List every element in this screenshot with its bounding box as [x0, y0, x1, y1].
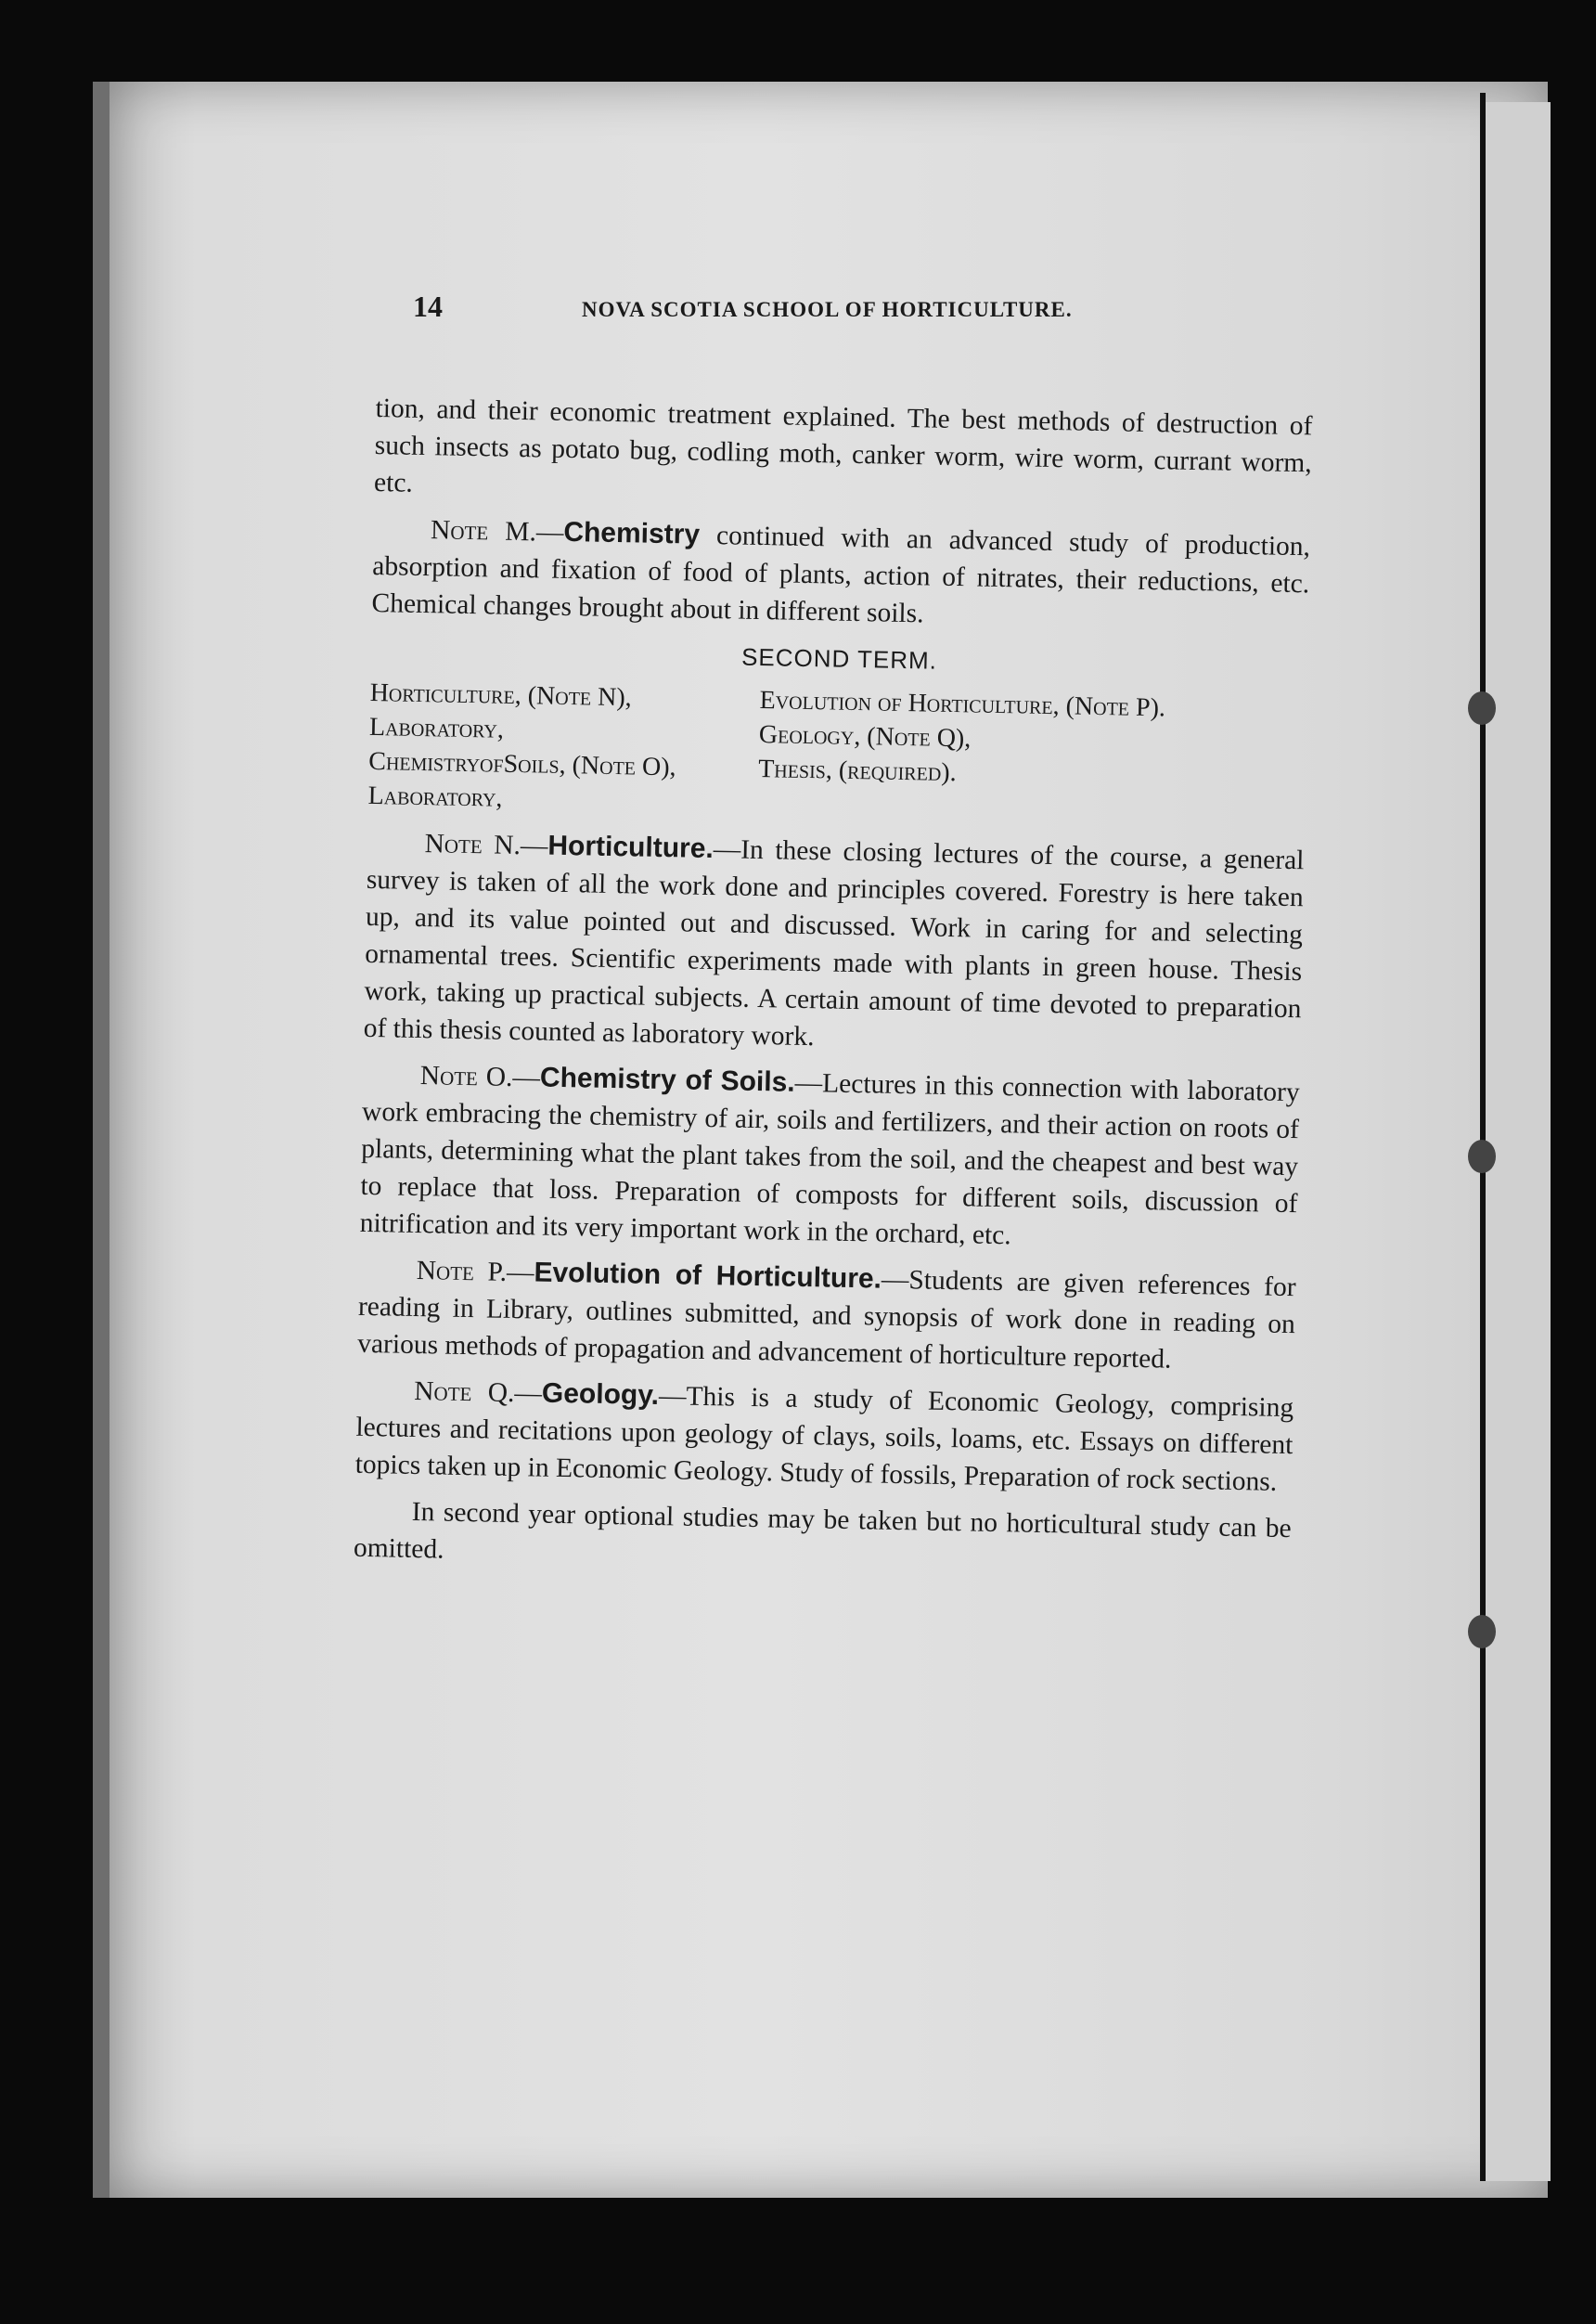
closing-paragraph: In second year optional studies may be taken but no horticultural study can be omitted.	[353, 1496, 1292, 1565]
course-left: Laboratory,	[367, 781, 503, 813]
note-m-text: continued with an advanced study of production, absorption and fixation of food of plants, action of nitrates, their reductions, etc. Chemical changes brought about in different soils.	[371, 520, 1311, 629]
note-n-paragraph	[363, 824, 1304, 1065]
running-head: NOVA SCOTIA SCHOOL OF HORTICULTURE.	[582, 298, 1073, 321]
note-m-paragraph	[371, 510, 1310, 639]
note-n-text: —In these closing lectures of the course, a general survey is taken of all the work done and principles covered. Forestry is here taken up, and its value pointed out and discussed. Work in caring for and selecting ornamental trees. Scientific experiments made with plants in green house. Thesis work, taking up practical subjects. A certain amount of time devoted to preparation of this thesis counted as laboratory work.	[363, 834, 1305, 1052]
note-q-paragraph	[354, 1372, 1294, 1501]
note-q-label: Note Q.—	[413, 1375, 543, 1409]
page-header	[413, 290, 1341, 324]
page-body	[353, 390, 1312, 1594]
page-fold-line	[1480, 93, 1486, 2181]
binding-notch	[1468, 1140, 1496, 1173]
second-term-courses	[367, 676, 1307, 831]
note-o-text: —Lectures in this connection with laboratory work embracing the chemistry of air, soils and fertilizers, and their action on roots of plants, determining what the plant takes from the soil, and the cheapest and best way to replace that loss. Preparation of composts for different soils, discussion of nitrification and its very important work in the orchard, etc.	[359, 1067, 1300, 1251]
note-p-paragraph	[357, 1251, 1296, 1380]
course-left: Laboratory,	[368, 712, 505, 744]
binding-notch	[1468, 691, 1496, 725]
course-right: Geology, (Note Q),	[758, 719, 972, 754]
note-o-label: Note O.—	[419, 1061, 541, 1093]
note-p-label: Note P.—	[416, 1256, 534, 1288]
note-n-subject: Horticulture.	[547, 830, 714, 865]
note-p-text: —Students are given references for reading in Library, outlines submitted, and synopsis of work done in reading on various methods of propagation and advancement of horticulture reported.	[356, 1264, 1296, 1375]
intro-paragraph: tion, and their economic treatment explained. The best methods of destruction of such insects as potato bug, codling moth, canker worm, wire worm, currant worm, etc.	[373, 393, 1313, 498]
second-term-title: SECOND TERM.	[740, 642, 938, 675]
page-number: 14	[413, 290, 443, 323]
binding-notch	[1468, 1615, 1496, 1648]
course-left: Horticulture, (Note N),	[369, 678, 633, 713]
note-m-label: Note M.—	[430, 515, 564, 548]
course-left: ChemistryofSoils, (Note O),	[368, 746, 676, 782]
note-n-label: Note N.—	[424, 829, 548, 861]
note-p-subject: Evolution of Horticulture.	[534, 1257, 882, 1295]
note-o-paragraph	[359, 1056, 1300, 1259]
course-right: Thesis, (required).	[757, 754, 957, 788]
note-q-subject: Geology.	[541, 1377, 660, 1412]
note-o-subject: Chemistry of Soils.	[539, 1062, 795, 1098]
page-left-edge	[93, 82, 109, 2198]
note-m-subject: Chemistry	[563, 516, 701, 550]
course-right: Evolution of Horticulture, (Note P).	[759, 686, 1166, 723]
facing-page-strip	[1486, 102, 1551, 2181]
note-q-text: —This is a study of Economic Geology, comprising lectures and recitations upon geology of clays, soils, loams, etc. Essays on different topics taken up in Economic Geology. Study of fossils, Preparation of rock sections.	[354, 1381, 1294, 1497]
